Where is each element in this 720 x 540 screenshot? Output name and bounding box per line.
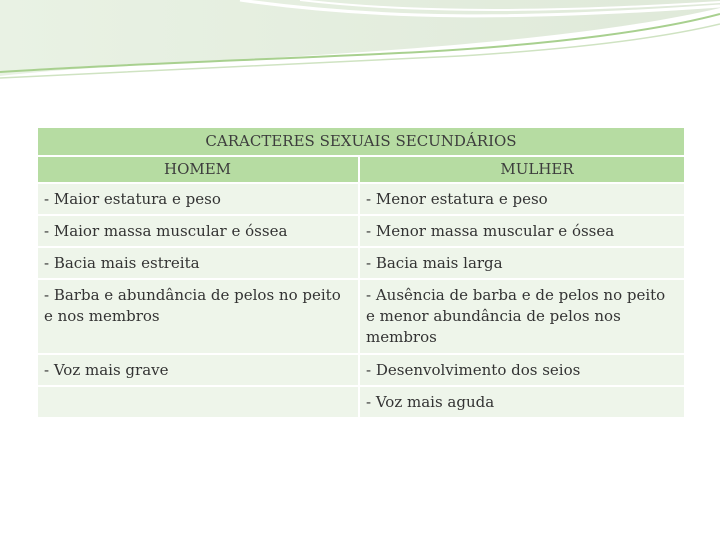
table-title-row [37, 127, 685, 156]
column-header-homem: HOMEM [37, 156, 359, 183]
table-row [37, 279, 685, 354]
decorative-swoosh [0, 0, 720, 90]
table-row [37, 386, 685, 418]
table-row [37, 183, 685, 215]
cell-homem: - Voz mais grave [37, 354, 359, 386]
table-row [37, 354, 685, 386]
cell-homem: - Barba e abundância de pelos no peito e nos membros [37, 279, 359, 354]
cell-mulher: - Menor massa muscular e óssea [359, 215, 685, 247]
secondary-sex-characteristics-table [36, 126, 686, 419]
cell-homem [37, 386, 359, 418]
cell-mulher: - Ausência de barba e de pelos no peito e menor abundância de pelos nos membros [359, 279, 685, 354]
table-header-row [37, 156, 685, 183]
cell-homem: - Maior estatura e peso [37, 183, 359, 215]
table-row [37, 215, 685, 247]
cell-mulher: - Desenvolvimento dos seios [359, 354, 685, 386]
cell-mulher: - Bacia mais larga [359, 247, 685, 279]
table-row [37, 247, 685, 279]
cell-mulher: - Voz mais aguda [359, 386, 685, 418]
table-title: CARACTERES SEXUAIS SECUNDÁRIOS [37, 127, 685, 156]
cell-homem: - Bacia mais estreita [37, 247, 359, 279]
cell-mulher: - Menor estatura e peso [359, 183, 685, 215]
column-header-mulher: MULHER [359, 156, 685, 183]
cell-homem: - Maior massa muscular e óssea [37, 215, 359, 247]
